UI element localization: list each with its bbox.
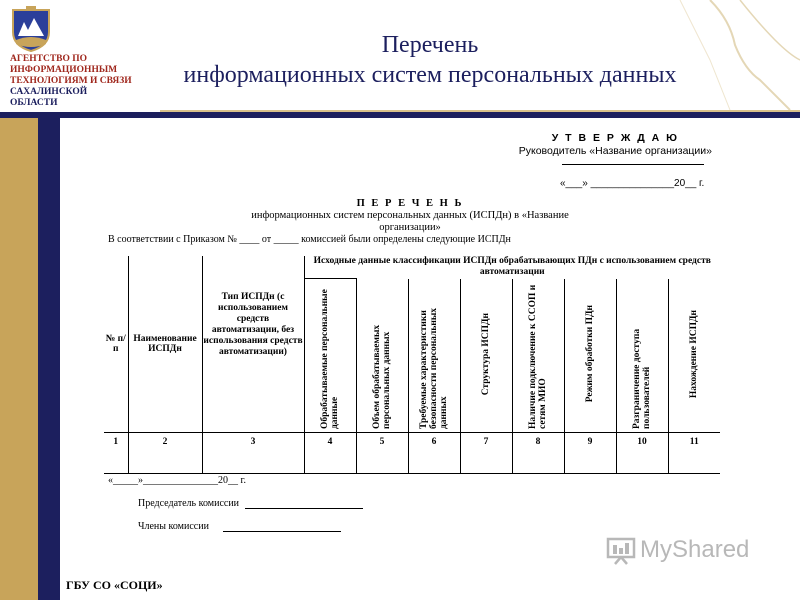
table-cell bbox=[202, 451, 304, 474]
column-number: 11 bbox=[668, 433, 720, 452]
table-cell bbox=[668, 451, 720, 474]
presentation-icon bbox=[606, 537, 636, 565]
column-number: 1 bbox=[104, 433, 128, 452]
column-number: 6 bbox=[408, 433, 460, 452]
members-signature bbox=[138, 521, 341, 532]
document-subheading: информационных систем персональных данных (ИСПДн) в «Название организации» bbox=[251, 210, 569, 233]
header-type: Тип ИСПДн (с использованием средств автоматизации, без использования средств автоматизации) bbox=[202, 256, 304, 433]
approval-signature-line bbox=[562, 164, 704, 165]
signature-line bbox=[223, 521, 341, 532]
organization-label: ГБУ СО «СОЦИ» bbox=[66, 578, 163, 592]
table-cell bbox=[128, 451, 202, 474]
signature-line bbox=[245, 498, 363, 509]
page-title bbox=[150, 30, 710, 90]
chairman-signature bbox=[138, 498, 363, 509]
column-number: 4 bbox=[304, 433, 356, 452]
column-number: 3 bbox=[202, 433, 304, 452]
document-heading: П Е Р Е Ч Е Н Ь bbox=[356, 198, 464, 209]
table-cell bbox=[616, 451, 668, 474]
table-cell bbox=[460, 451, 512, 474]
coat-of-arms-icon bbox=[10, 6, 52, 52]
watermark-text: MyShared bbox=[640, 536, 750, 563]
chairman-label: Председатель комиссии bbox=[138, 498, 240, 509]
agency-line: ОБЛАСТИ bbox=[10, 98, 58, 108]
column-number: 10 bbox=[616, 433, 668, 452]
table-row bbox=[104, 451, 720, 474]
header-vertical-text: Режим обработки ПДн bbox=[585, 305, 595, 403]
header-vertical-text: Нахождение ИСПДн bbox=[689, 309, 700, 398]
header-vertical bbox=[616, 279, 668, 433]
table-cell bbox=[104, 451, 128, 474]
header-vertical-text: Требуемые характеристики безопасности персональных данных bbox=[419, 307, 449, 429]
table-cell bbox=[512, 451, 564, 474]
watermark bbox=[606, 536, 749, 565]
decree-text: В соответствии с Приказом № ____ от _____ комиссией были определены следующие ИСПДн bbox=[108, 234, 511, 245]
table-cell bbox=[304, 451, 356, 474]
title-line: Перечень bbox=[381, 32, 479, 58]
table-cell bbox=[356, 451, 408, 474]
header-vertical-text: Структура ИСПДн bbox=[481, 312, 491, 395]
agency-name bbox=[10, 54, 132, 109]
left-gold-bar bbox=[0, 118, 38, 600]
members-label: Члены комиссии bbox=[138, 521, 209, 532]
header-vertical-text: Объем обрабатываемых персональных данных bbox=[372, 324, 392, 429]
header-vertical-text: Обрабатываемые персональные данные bbox=[320, 289, 340, 429]
agency-line: АГЕНТСТВО ПО bbox=[10, 54, 88, 64]
column-number: 2 bbox=[128, 433, 202, 452]
header-vertical bbox=[304, 279, 356, 433]
table-cell bbox=[408, 451, 460, 474]
column-number: 9 bbox=[564, 433, 616, 452]
approval-heading: У Т В Е Р Ж Д А Ю bbox=[551, 132, 679, 144]
column-number: 5 bbox=[356, 433, 408, 452]
left-navy-bar bbox=[38, 118, 60, 600]
header-vertical bbox=[460, 279, 512, 433]
header-number: № п/п bbox=[105, 334, 126, 354]
agency-line: САХАЛИНСКОЙ bbox=[10, 87, 88, 97]
header-vertical bbox=[408, 279, 460, 433]
approval-role: Руководитель «Название организации» bbox=[518, 145, 712, 157]
header-vertical-text: Разграничение доступа пользователей bbox=[632, 328, 652, 429]
header-group: Исходные данные классификации ИСПДн обрабатывающих ПДн с использованием средств автоматизации bbox=[304, 256, 720, 279]
document-title bbox=[230, 198, 590, 234]
approval-date: «___» _______________20__ г. bbox=[560, 178, 705, 189]
header-divider bbox=[0, 112, 800, 118]
header-vertical bbox=[564, 279, 616, 433]
header-vertical bbox=[356, 279, 408, 433]
agency-line: ТЕХНОЛОГИЯМ И СВЯЗИ bbox=[10, 76, 132, 86]
ispdn-table bbox=[104, 256, 720, 474]
header-vertical bbox=[512, 279, 564, 433]
footer-date: «_____»_______________20__ г. bbox=[108, 475, 246, 486]
table-row bbox=[104, 433, 720, 452]
header-vertical bbox=[668, 279, 720, 433]
approval-block bbox=[519, 132, 712, 158]
table-cell bbox=[564, 451, 616, 474]
column-number: 7 bbox=[460, 433, 512, 452]
title-line: информационных систем персональных данных bbox=[183, 62, 677, 88]
column-number: 8 bbox=[512, 433, 564, 452]
header-vertical-text: Наличие подключение к ССОП и сетям МИО bbox=[528, 284, 548, 429]
agency-line: ИНФОРМАЦИОННЫМ bbox=[10, 65, 118, 75]
header-name: Наименование ИСПДн bbox=[128, 256, 202, 433]
